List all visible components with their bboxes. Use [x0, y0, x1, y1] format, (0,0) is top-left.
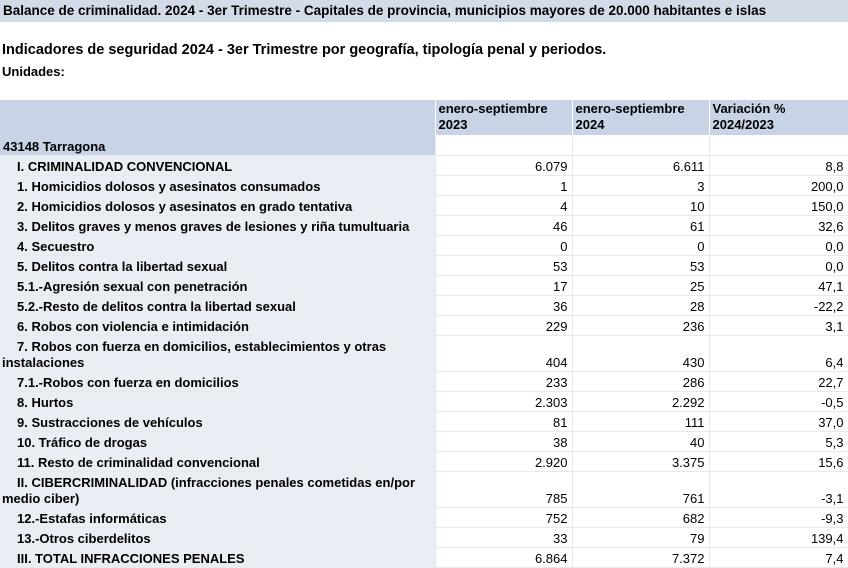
value-variation: 200,0 — [709, 175, 848, 195]
row-label: 7.1.-Robos con fuerza en domicilios — [0, 371, 435, 391]
value-2023: 0 — [435, 235, 572, 255]
value-2024: 3 — [572, 175, 709, 195]
table-row — [0, 255, 848, 275]
value-2024: 61 — [572, 215, 709, 235]
value-2024: 430 — [572, 335, 709, 371]
column-header-variation: Variación % 2024/2023 — [709, 100, 848, 135]
value-2023: 6.079 — [435, 155, 572, 175]
row-label: 13.-Otros ciberdelitos — [0, 527, 435, 547]
row-label: 11. Resto de criminalidad convencional — [0, 451, 435, 471]
row-label: III. TOTAL INFRACCIONES PENALES — [0, 547, 435, 567]
value-2024: 28 — [572, 295, 709, 315]
value-2023: 33 — [435, 527, 572, 547]
value-2023: 46 — [435, 215, 572, 235]
table-row — [0, 431, 848, 451]
value-2024: 761 — [572, 471, 709, 507]
region-label: 43148 Tarragona — [0, 135, 435, 155]
table-subtitle: Indicadores de seguridad 2024 - 3er Trimestre por geografía, tipología penal y periodos. — [2, 42, 607, 58]
value-variation: 22,7 — [709, 371, 848, 391]
row-label: 7. Robos con fuerza en domicilios, establecimientos y otras instalaciones — [0, 335, 435, 371]
value-variation: 3,1 — [709, 315, 848, 335]
table-row — [0, 507, 848, 527]
row-label: II. CIBERCRIMINALIDAD (infracciones penales cometidas en/por medio ciber) — [0, 471, 435, 507]
value-2024: 3.375 — [572, 451, 709, 471]
row-label: 9. Sustracciones de vehículos — [0, 411, 435, 431]
value-2023: 81 — [435, 411, 572, 431]
value-variation: 5,3 — [709, 431, 848, 451]
row-label: 5.1.-Agresión sexual con penetración — [0, 275, 435, 295]
value-variation: -3,1 — [709, 471, 848, 507]
table-row — [0, 235, 848, 255]
crime-data-table — [0, 100, 848, 568]
value-2023: 1 — [435, 175, 572, 195]
value-2023: 38 — [435, 431, 572, 451]
value-variation: 0,0 — [709, 235, 848, 255]
value-2023: 17 — [435, 275, 572, 295]
table-row — [0, 275, 848, 295]
value-2024: 0 — [572, 235, 709, 255]
value-2024: 7.372 — [572, 547, 709, 567]
value-2024: 682 — [572, 507, 709, 527]
value-variation: -9,3 — [709, 507, 848, 527]
value-2024: 10 — [572, 195, 709, 215]
value-2023: 4 — [435, 195, 572, 215]
value-2024: 2.292 — [572, 391, 709, 411]
value-variation: -0,5 — [709, 391, 848, 411]
table-row — [0, 175, 848, 195]
value-2023: 229 — [435, 315, 572, 335]
units-label: Unidades: — [2, 64, 65, 79]
value-2023: 2.303 — [435, 391, 572, 411]
value-variation: 6,4 — [709, 335, 848, 371]
header-blank-cell — [0, 100, 435, 135]
value-2024: 111 — [572, 411, 709, 431]
value-2023: 785 — [435, 471, 572, 507]
table-row — [0, 315, 848, 335]
row-label: 3. Delitos graves y menos graves de lesiones y riña tumultuaria — [0, 215, 435, 235]
table-row — [0, 411, 848, 431]
value-2024: 53 — [572, 255, 709, 275]
table-header-row — [0, 100, 848, 135]
column-header-2024: enero-septiembre 2024 — [572, 100, 709, 135]
value-2023: 6.864 — [435, 547, 572, 567]
value-2023: 404 — [435, 335, 572, 371]
value-variation: 139,4 — [709, 527, 848, 547]
value-variation: 8,8 — [709, 155, 848, 175]
value-variation: 0,0 — [709, 255, 848, 275]
region-row — [0, 135, 848, 155]
column-header-2023: enero-septiembre 2023 — [435, 100, 572, 135]
report-title: Balance de criminalidad. 2024 - 3er Trimestre - Capitales de provincia, municipios mayores de 20.000 habitantes e islas — [0, 0, 848, 22]
table-row — [0, 295, 848, 315]
row-label: 4. Secuestro — [0, 235, 435, 255]
value-variation: 32,6 — [709, 215, 848, 235]
value-2023: 752 — [435, 507, 572, 527]
table-row — [0, 471, 848, 507]
value-variation: -22,2 — [709, 295, 848, 315]
table-row — [0, 371, 848, 391]
table-row — [0, 451, 848, 471]
row-label: 10. Tráfico de drogas — [0, 431, 435, 451]
row-label: 5. Delitos contra la libertad sexual — [0, 255, 435, 275]
value-2023: 53 — [435, 255, 572, 275]
value-2023: 233 — [435, 371, 572, 391]
value-variation: 7,4 — [709, 547, 848, 567]
row-label: 1. Homicidios dolosos y asesinatos consumados — [0, 175, 435, 195]
table-row — [0, 155, 848, 175]
value-2024: 236 — [572, 315, 709, 335]
table-row — [0, 527, 848, 547]
row-label: 8. Hurtos — [0, 391, 435, 411]
table-row — [0, 547, 848, 567]
value-variation: 47,1 — [709, 275, 848, 295]
value-2023: 2.920 — [435, 451, 572, 471]
value-variation: 37,0 — [709, 411, 848, 431]
table-row — [0, 391, 848, 411]
row-label: 6. Robos con violencia e intimidación — [0, 315, 435, 335]
table-row — [0, 215, 848, 235]
value-2023: 36 — [435, 295, 572, 315]
table-row — [0, 195, 848, 215]
value-2024: 79 — [572, 527, 709, 547]
row-label: I. CRIMINALIDAD CONVENCIONAL — [0, 155, 435, 175]
value-2024: 6.611 — [572, 155, 709, 175]
table-row — [0, 335, 848, 371]
value-2024: 40 — [572, 431, 709, 451]
value-2024: 25 — [572, 275, 709, 295]
value-variation: 150,0 — [709, 195, 848, 215]
value-variation: 15,6 — [709, 451, 848, 471]
row-label: 2. Homicidios dolosos y asesinatos en grado tentativa — [0, 195, 435, 215]
row-label: 12.-Estafas informáticas — [0, 507, 435, 527]
row-label: 5.2.-Resto de delitos contra la libertad sexual — [0, 295, 435, 315]
value-2024: 286 — [572, 371, 709, 391]
